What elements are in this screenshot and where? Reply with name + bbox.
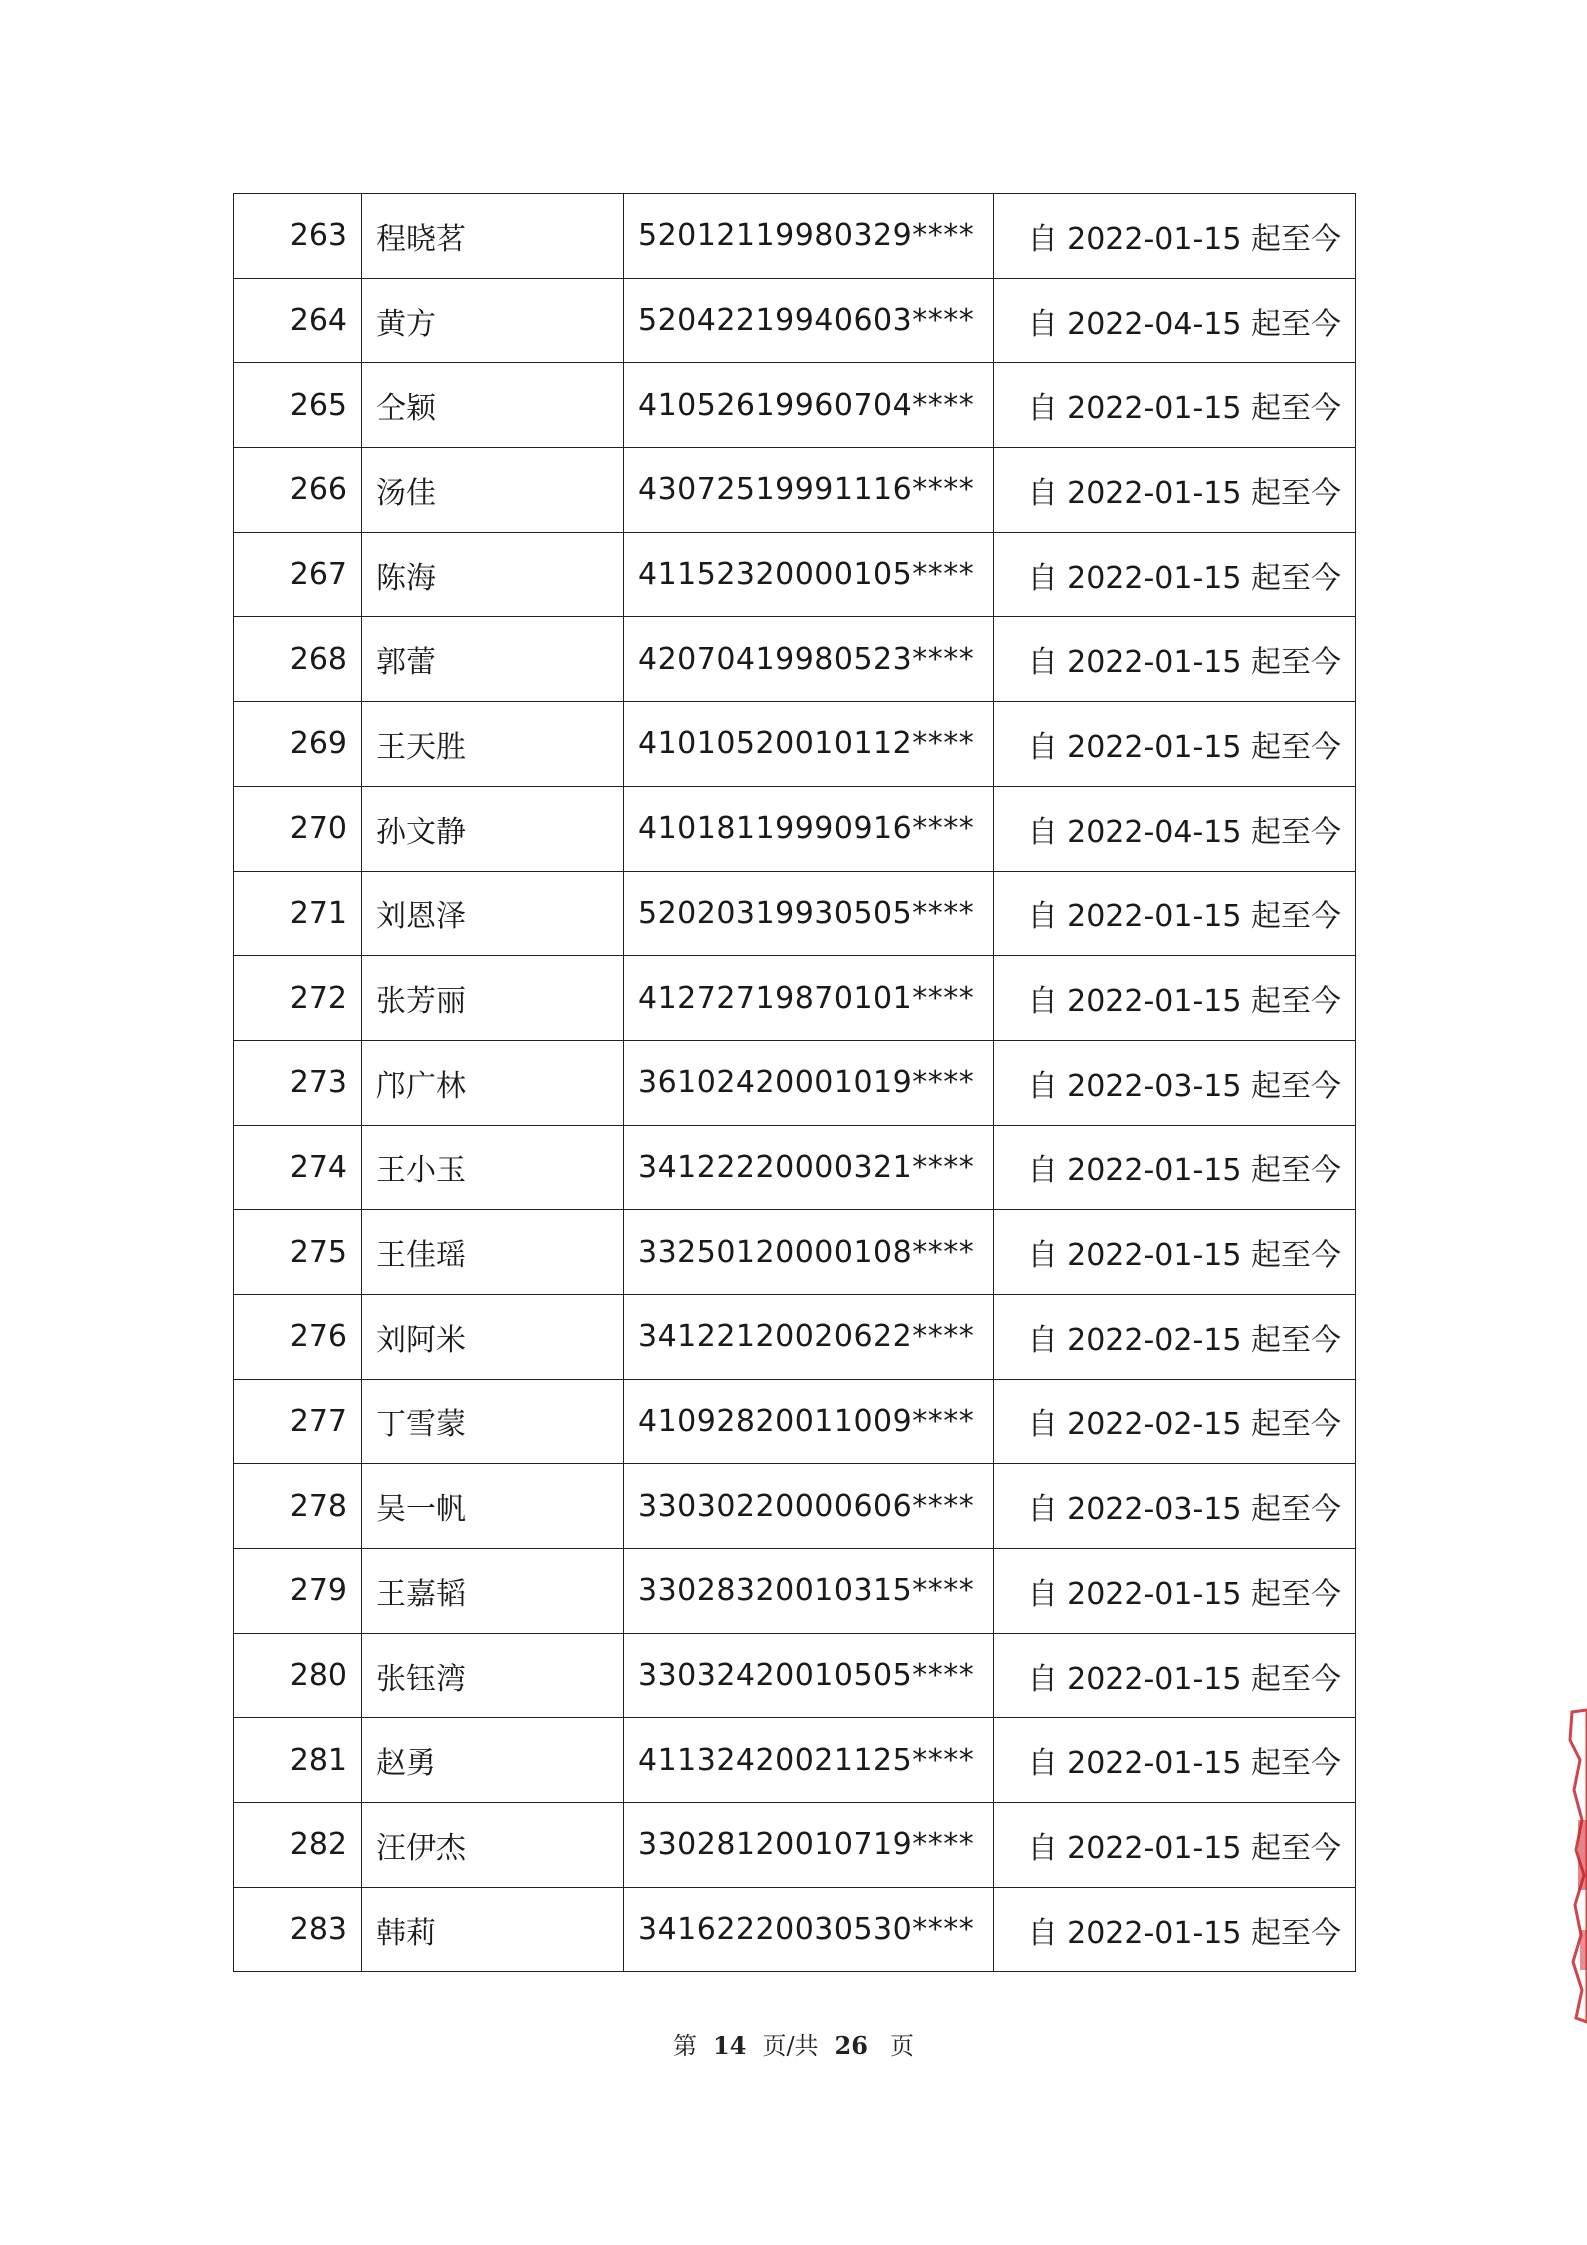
id-number: 34122220000321**** — [624, 1125, 994, 1210]
row-number: 276 — [234, 1294, 362, 1379]
person-name: 张芳丽 — [362, 956, 624, 1041]
row-number: 277 — [234, 1379, 362, 1464]
table-row — [234, 1040, 1356, 1125]
table-row — [234, 194, 1356, 279]
id-number: 42070419980523**** — [624, 617, 994, 702]
id-number: 33028320010315**** — [624, 1549, 994, 1634]
id-number: 41132420021125**** — [624, 1718, 994, 1803]
id-number: 41052619960704**** — [624, 363, 994, 448]
period-text: 自 2022-01-15 起至今 — [994, 363, 1356, 448]
row-number: 274 — [234, 1125, 362, 1210]
row-number: 272 — [234, 956, 362, 1041]
id-number: 33250120000108**** — [624, 1210, 994, 1295]
table-row — [234, 278, 1356, 363]
period-text: 自 2022-01-15 起至今 — [994, 702, 1356, 787]
period-text: 自 2022-01-15 起至今 — [994, 448, 1356, 533]
period-text: 自 2022-04-15 起至今 — [994, 278, 1356, 363]
id-number: 52020319930505**** — [624, 871, 994, 956]
period-text: 自 2022-01-15 起至今 — [994, 1887, 1356, 1972]
period-text: 自 2022-01-15 起至今 — [994, 1125, 1356, 1210]
table-row — [234, 1803, 1356, 1888]
period-text: 自 2022-01-15 起至今 — [994, 617, 1356, 702]
id-number: 34122120020622**** — [624, 1294, 994, 1379]
row-number: 266 — [234, 448, 362, 533]
row-number: 273 — [234, 1040, 362, 1125]
person-name: 程晓茗 — [362, 194, 624, 279]
row-number: 275 — [234, 1210, 362, 1295]
table-row — [234, 1633, 1356, 1718]
person-name: 邝广林 — [362, 1040, 624, 1125]
row-number: 267 — [234, 532, 362, 617]
table-row — [234, 1294, 1356, 1379]
table-row — [234, 532, 1356, 617]
person-name: 王天胜 — [362, 702, 624, 787]
footer-middle: 页/共 — [762, 2032, 819, 2060]
person-name: 郭蕾 — [362, 617, 624, 702]
period-text: 自 2022-02-15 起至今 — [994, 1294, 1356, 1379]
id-number: 52012119980329**** — [624, 194, 994, 279]
footer-suffix: 页 — [889, 2032, 914, 2060]
row-number: 264 — [234, 278, 362, 363]
period-text: 自 2022-03-15 起至今 — [994, 1464, 1356, 1549]
page-footer — [0, 2026, 1587, 2061]
table-row — [234, 1125, 1356, 1210]
id-number: 41092820011009**** — [624, 1379, 994, 1464]
table-row — [234, 1464, 1356, 1549]
row-number: 280 — [234, 1633, 362, 1718]
id-number: 41010520010112**** — [624, 702, 994, 787]
person-name: 赵勇 — [362, 1718, 624, 1803]
table-row — [234, 363, 1356, 448]
seal-edge-icon — [1566, 1700, 1587, 2030]
total-pages-number: 26 — [834, 2031, 868, 2060]
period-text: 自 2022-01-15 起至今 — [994, 1633, 1356, 1718]
period-text: 自 2022-01-15 起至今 — [994, 956, 1356, 1041]
person-name: 汤佳 — [362, 448, 624, 533]
table-row — [234, 786, 1356, 871]
person-name: 黄方 — [362, 278, 624, 363]
person-name: 陈海 — [362, 532, 624, 617]
id-number: 41272719870101**** — [624, 956, 994, 1041]
row-number: 270 — [234, 786, 362, 871]
person-name: 丁雪蒙 — [362, 1379, 624, 1464]
period-text: 自 2022-01-15 起至今 — [994, 1803, 1356, 1888]
person-name: 韩莉 — [362, 1887, 624, 1972]
table-row — [234, 702, 1356, 787]
table-row — [234, 1379, 1356, 1464]
person-name: 孙文静 — [362, 786, 624, 871]
id-number: 43072519991116**** — [624, 448, 994, 533]
person-name: 刘恩泽 — [362, 871, 624, 956]
table-row — [234, 1210, 1356, 1295]
period-text: 自 2022-01-15 起至今 — [994, 194, 1356, 279]
id-number: 33028120010719**** — [624, 1803, 994, 1888]
id-number: 41018119990916**** — [624, 786, 994, 871]
period-text: 自 2022-03-15 起至今 — [994, 1040, 1356, 1125]
row-number: 279 — [234, 1549, 362, 1634]
person-name: 王小玉 — [362, 1125, 624, 1210]
row-number: 265 — [234, 363, 362, 448]
table-row — [234, 448, 1356, 533]
id-number: 33032420010505**** — [624, 1633, 994, 1718]
id-number: 34162220030530**** — [624, 1887, 994, 1972]
table-row — [234, 956, 1356, 1041]
period-text: 自 2022-04-15 起至今 — [994, 786, 1356, 871]
id-number: 33030220000606**** — [624, 1464, 994, 1549]
row-number: 271 — [234, 871, 362, 956]
red-seal-stamp-fragment — [1566, 1700, 1587, 2030]
roster-table-container — [233, 193, 1356, 1972]
row-number: 282 — [234, 1803, 362, 1888]
id-number: 36102420001019**** — [624, 1040, 994, 1125]
roster-table-body — [234, 194, 1356, 1972]
row-number: 263 — [234, 194, 362, 279]
table-row — [234, 871, 1356, 956]
person-name: 吴一帆 — [362, 1464, 624, 1549]
person-name: 王嘉韬 — [362, 1549, 624, 1634]
period-text: 自 2022-01-15 起至今 — [994, 532, 1356, 617]
period-text: 自 2022-01-15 起至今 — [994, 1210, 1356, 1295]
row-number: 281 — [234, 1718, 362, 1803]
id-number: 52042219940603**** — [624, 278, 994, 363]
table-row — [234, 1887, 1356, 1972]
current-page-number: 14 — [713, 2031, 747, 2060]
period-text: 自 2022-01-15 起至今 — [994, 1718, 1356, 1803]
person-name: 仝颖 — [362, 363, 624, 448]
table-row — [234, 1718, 1356, 1803]
period-text: 自 2022-01-15 起至今 — [994, 1549, 1356, 1634]
row-number: 269 — [234, 702, 362, 787]
id-number: 41152320000105**** — [624, 532, 994, 617]
period-text: 自 2022-02-15 起至今 — [994, 1379, 1356, 1464]
row-number: 278 — [234, 1464, 362, 1549]
table-row — [234, 1549, 1356, 1634]
row-number: 268 — [234, 617, 362, 702]
roster-table — [233, 193, 1356, 1972]
period-text: 自 2022-01-15 起至今 — [994, 871, 1356, 956]
row-number: 283 — [234, 1887, 362, 1972]
footer-prefix: 第 — [673, 2032, 698, 2060]
person-name: 张钰湾 — [362, 1633, 624, 1718]
person-name: 王佳瑶 — [362, 1210, 624, 1295]
person-name: 刘阿米 — [362, 1294, 624, 1379]
person-name: 汪伊杰 — [362, 1803, 624, 1888]
table-row — [234, 617, 1356, 702]
